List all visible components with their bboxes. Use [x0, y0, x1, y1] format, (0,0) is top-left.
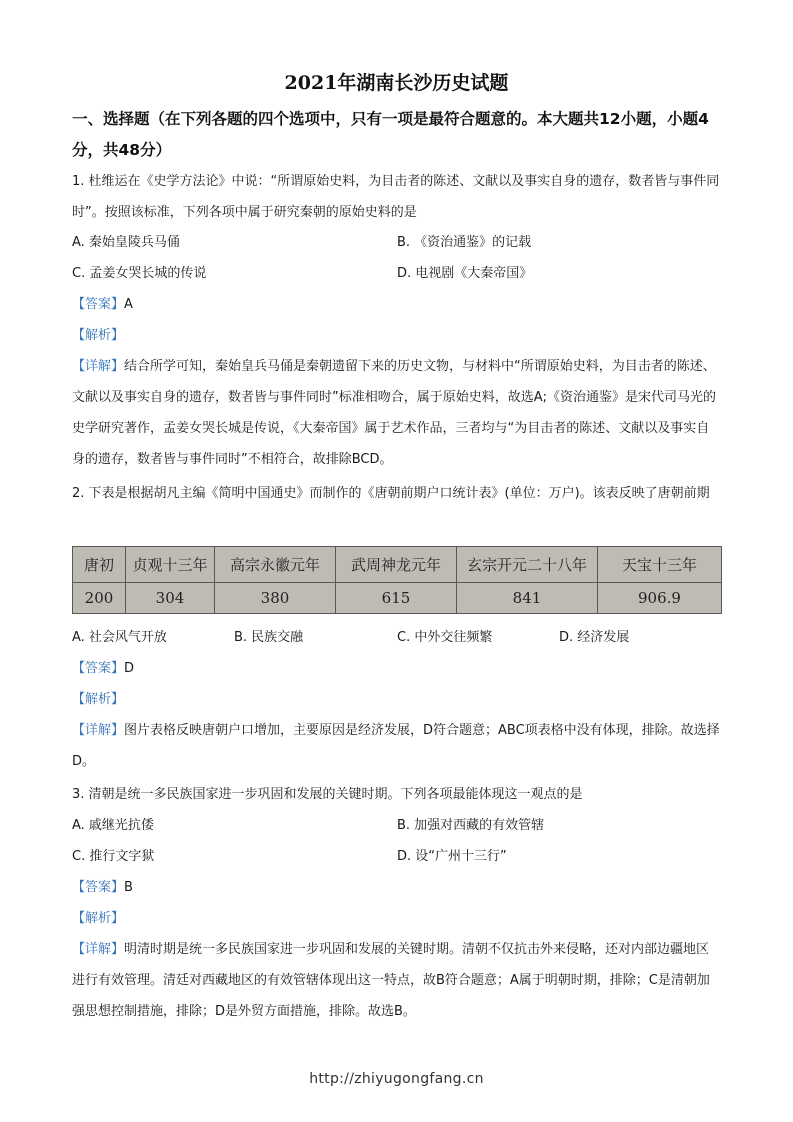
- q3-option-a: A. 戚继光抗倭: [72, 818, 154, 833]
- table-cell: 615: [336, 582, 457, 613]
- q3-option-c: C. 推行文字狱: [72, 849, 155, 864]
- detail-text: 明清时期是统一多民族国家进一步巩固和发展的关键时期。清朝不仅抗击外来侵略，还对内部边疆地区进行有效管理。清廷对西藏地区的有效管辖体现出这一特点，故B符合题意；A属于明朝时期，排除；C是清朝加强思想控制措施，排除；D是外贸方面措施，排除。故选B。: [72, 942, 710, 1019]
- page-title: 2021年湖南长沙历史试题: [284, 72, 509, 94]
- q2-stem: 2. 下表是根据胡凡主编《简明中国通史》而制作的《唐朝前期户口统计表》(单位：万户)。该表反映了唐朝前期: [72, 486, 710, 501]
- q2-answer: [72, 659, 134, 679]
- table-cell: 304: [126, 582, 215, 613]
- footer-url: http://zhiyugongfang.cn: [309, 1071, 484, 1087]
- q2-analysis-tag: 【解析】: [72, 692, 125, 707]
- q3-stem: 3. 清朝是统一多民族国家进一步巩固和发展的关键时期。下列各项最能体现这一观点的是: [72, 787, 583, 802]
- table-value-row: [73, 582, 722, 613]
- detail-tag: 【详解】: [72, 723, 125, 738]
- q1-answer: [72, 295, 133, 315]
- q2-detail: [72, 715, 722, 777]
- detail-text: 结合所学可知，秦始皇兵马俑是秦朝遗留下来的历史文物，与材料中“所谓原始史料，为目击者的陈述、文献以及事实自身的遗存，数者皆与事件同时”标准相吻合，属于原始史料，故选A;《资治通鉴》是宋代司马光的史学研究著作，孟姜女哭长城是传说，《大秦帝国》属于艺术作品，三者均与“为目击者的陈述、文献以及事实自身的遗存，数者皆与事件同时”不相符合，故排除BCD。: [72, 359, 717, 467]
- answer-value: A: [124, 297, 133, 312]
- table-cell: 841: [457, 582, 598, 613]
- answer-value: B: [124, 880, 133, 895]
- q3-answer: [72, 878, 133, 898]
- q2-option-c: C. 中外交往频繁: [397, 630, 493, 645]
- q1-stem: 1. 杜维运在《史学方法论》中说：“所谓原始史料，为目击者的陈述、文献以及事实自身的遗存，数者皆与事件同时”。按照该标准，下列各项中属于研究秦朝的原始史料的是: [72, 174, 720, 220]
- q2-option-d: D. 经济发展: [559, 630, 630, 645]
- table-header-cell: 玄宗开元二十八年: [457, 547, 598, 583]
- q3-detail: [72, 934, 722, 1027]
- table-header-row: [73, 547, 722, 583]
- q2-option-a: A. 社会风气开放: [72, 630, 167, 645]
- q1-analysis-tag: 【解析】: [72, 328, 125, 343]
- household-table: [72, 546, 722, 614]
- q1-option-b: B. 《资治通鉴》的记载: [397, 235, 532, 250]
- detail-text: 图片表格反映唐朝户口增加，主要原因是经济发展，D符合题意；ABC项表格中没有体现，排除。故选择D。: [72, 723, 720, 769]
- q1-option-a: A. 秦始皇陵兵马俑: [72, 235, 180, 250]
- detail-tag: 【详解】: [72, 942, 125, 957]
- q1-detail: [72, 351, 722, 475]
- answer-value: D: [124, 661, 135, 676]
- q2-option-b: B. 民族交融: [234, 630, 304, 645]
- q3-option-d: D. 设“广州十三行”: [397, 849, 507, 864]
- answer-tag: 【答案】: [72, 297, 125, 312]
- answer-tag: 【答案】: [72, 661, 125, 676]
- table-header-cell: 唐初: [73, 547, 126, 583]
- section-heading: 一、选择题（在下列各题的四个选项中，只有一项是最符合题意的。本大题共12小题，小题4分，共48分）: [72, 110, 709, 159]
- table-header-cell: 天宝十三年: [598, 547, 722, 583]
- q3-option-b: B. 加强对西藏的有效管辖: [397, 818, 545, 833]
- table-header-cell: 武周神龙元年: [336, 547, 457, 583]
- table-cell: 200: [73, 582, 126, 613]
- table-cell: 380: [215, 582, 336, 613]
- detail-tag: 【详解】: [72, 359, 125, 374]
- q1-option-c: C. 孟姜女哭长城的传说: [72, 266, 207, 281]
- table-cell: 906.9: [598, 582, 722, 613]
- q3-analysis-tag: 【解析】: [72, 911, 125, 926]
- answer-tag: 【答案】: [72, 880, 125, 895]
- q1-option-d: D. 电视剧《大秦帝国》: [397, 266, 533, 281]
- table-header-cell: 高宗永徽元年: [215, 547, 336, 583]
- table-header-cell: 贞观十三年: [126, 547, 215, 583]
